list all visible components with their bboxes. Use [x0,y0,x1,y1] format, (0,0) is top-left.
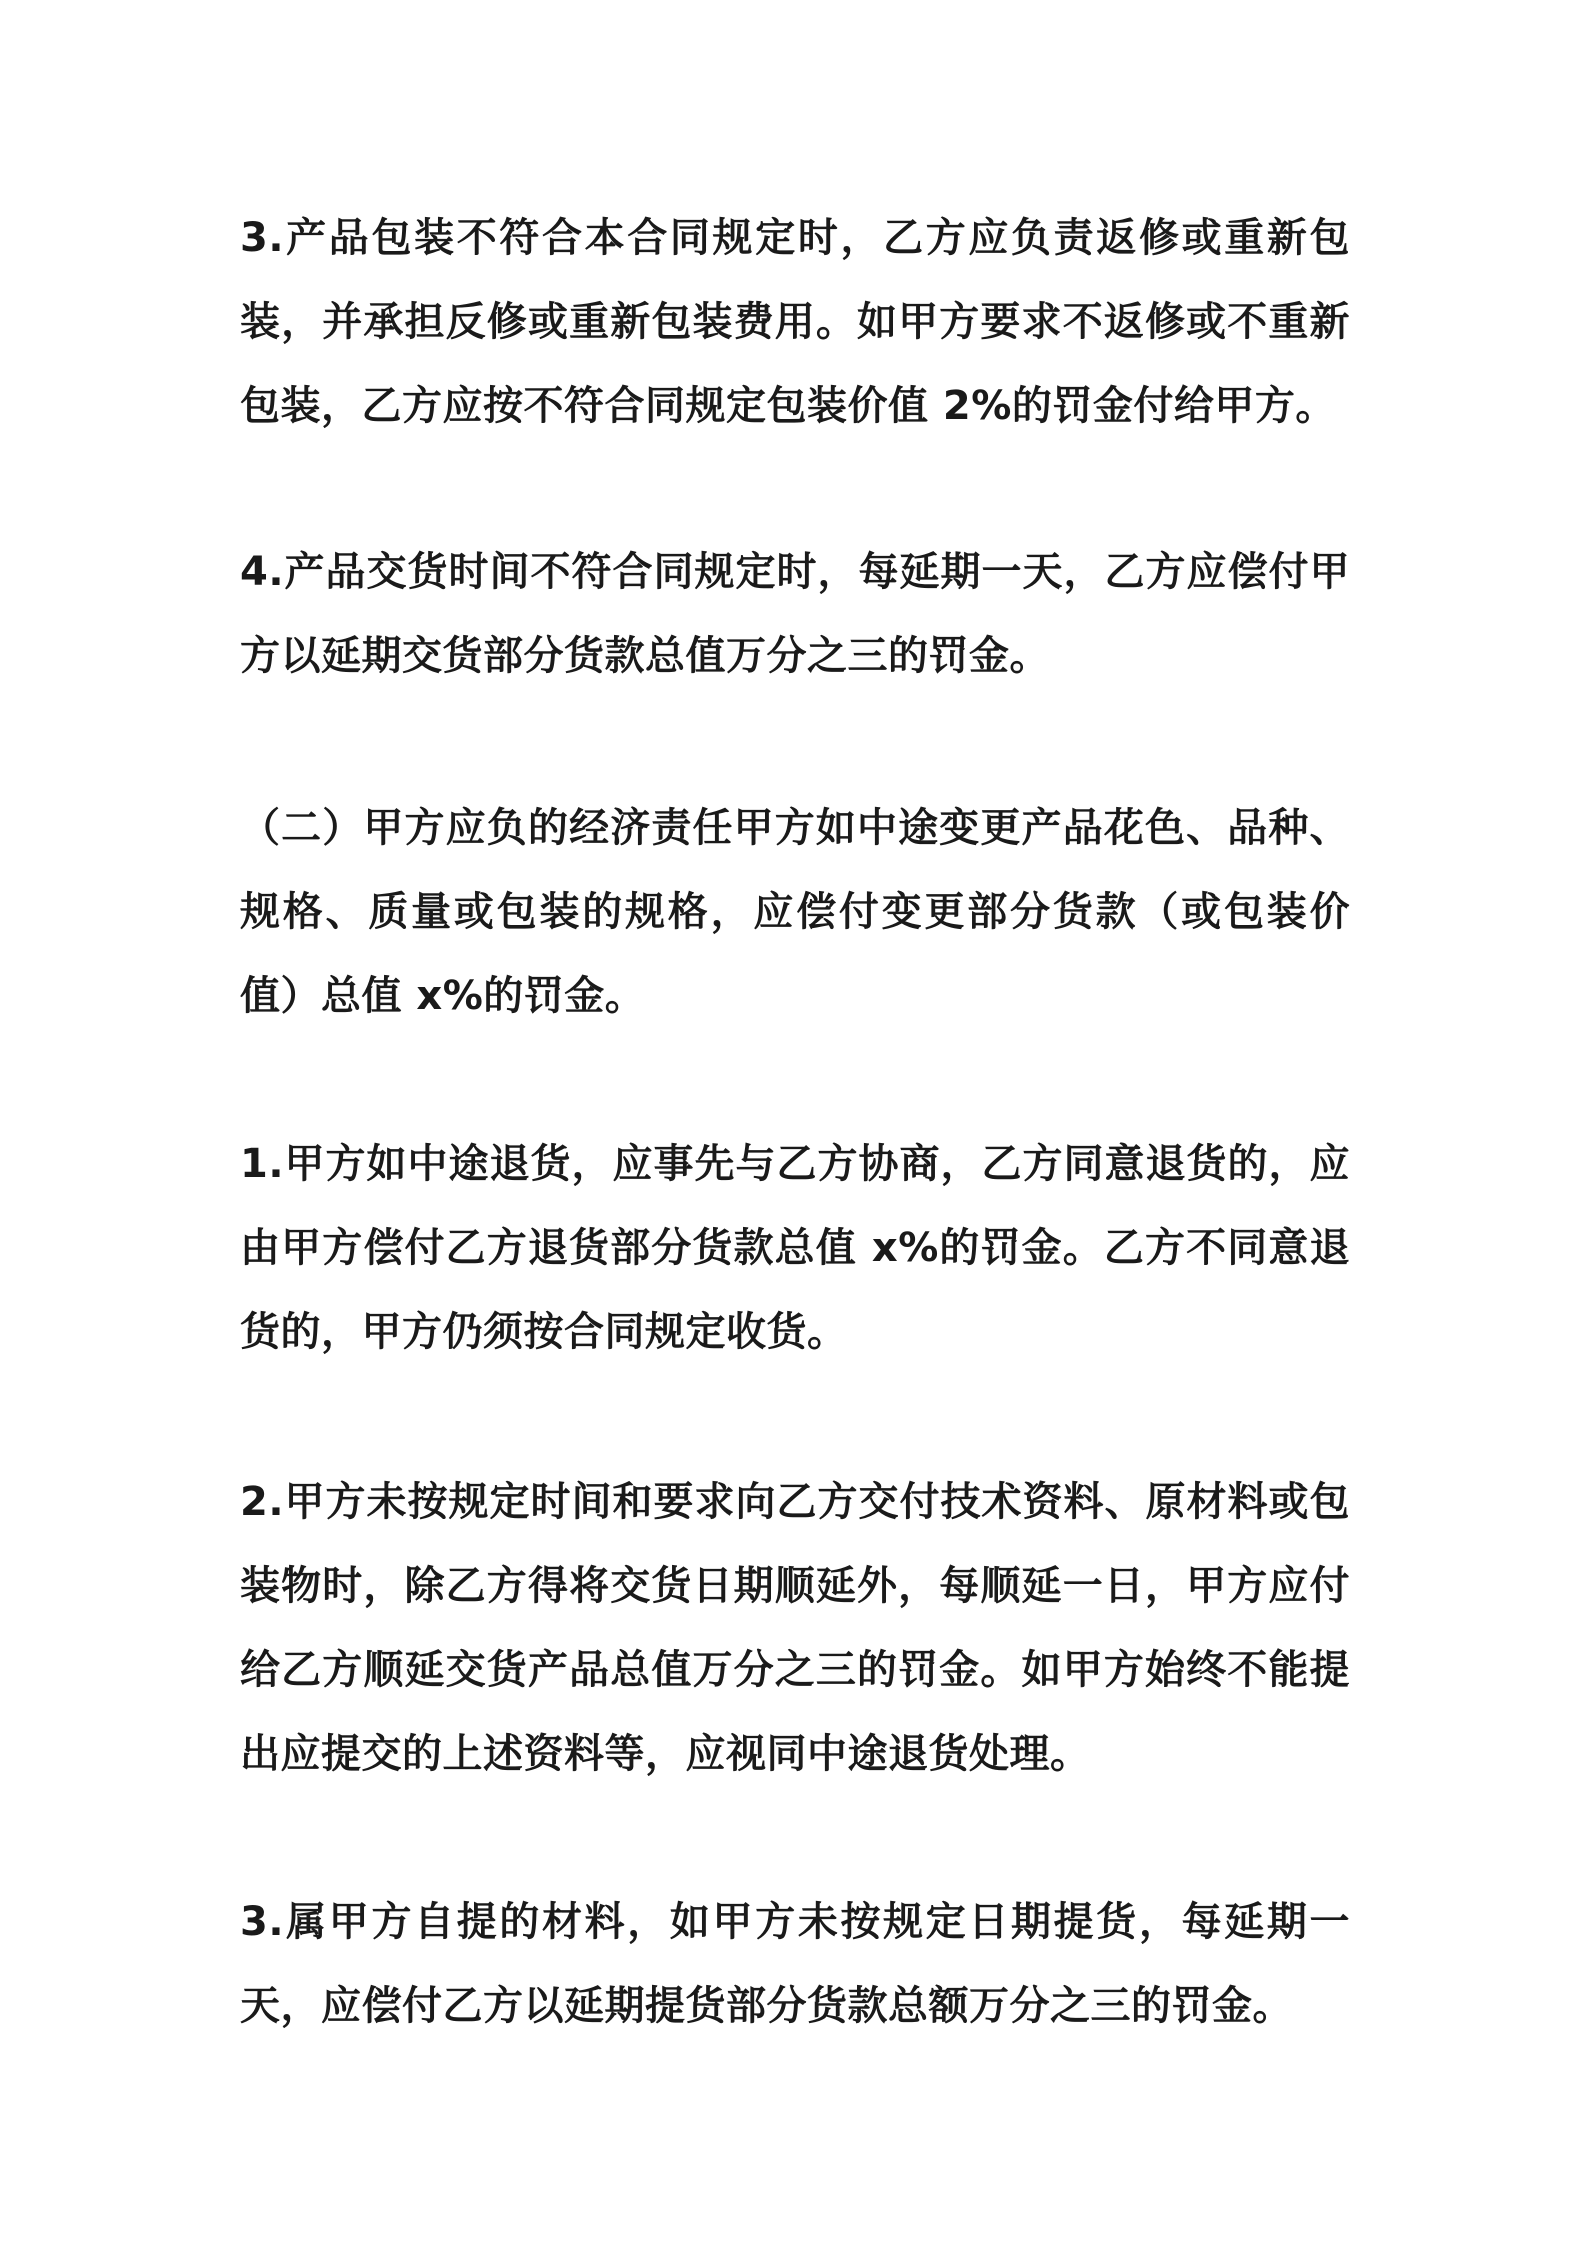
paragraph-party-a-responsibility: （二）甲方应负的经济责任甲方如中途变更产品花色、品种、规格、质量或包装的规格，应偿付变更部分货款（或包装价值）总值 x%的罚金。 [240,805,1350,1019]
document-body [240,196,1350,2048]
paragraph-late-delivery-penalty: 4.产品交货时间不符合同规定时，每延期一天，乙方应偿付甲方以延期交货部分货款总值万分之三的罚金。 [240,549,1350,679]
paragraph-self-pickup: 3.属甲方自提的材料，如甲方未按规定日期提货，每延期一天，应偿付乙方以延期提货部分货款总额万分之三的罚金。 [240,1899,1350,2029]
paragraph-packaging-penalty: 3.产品包装不符合本合同规定时，乙方应负责返修或重新包装，并承担反修或重新包装费用。如甲方要求不返修或不重新包装，乙方应按不符合同规定包装价值 2%的罚金付给甲方。 [240,215,1350,429]
paragraph-return-goods: 1.甲方如中途退货，应事先与乙方协商，乙方同意退货的，应由甲方偿付乙方退货部分货款总值 x%的罚金。乙方不同意退货的，甲方仍须按合同规定收货。 [240,1141,1350,1355]
paragraph-technical-materials: 2.甲方未按规定时间和要求向乙方交付技术资料、原材料或包装物时，除乙方得将交货日期顺延外，每顺延一日，甲方应付给乙方顺延交货产品总值万分之三的罚金。如甲方始终不能提出应提交的上述资料等，应视同中途退货处理。 [240,1479,1350,1777]
